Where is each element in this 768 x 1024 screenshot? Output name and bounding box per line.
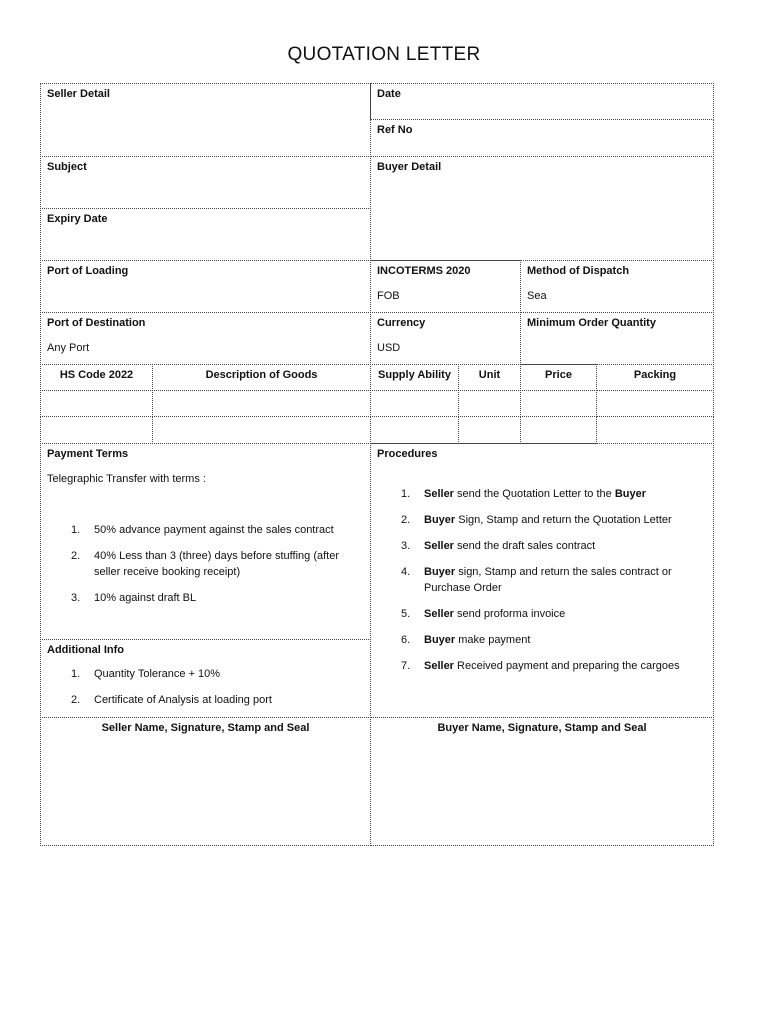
payment-terms-list	[47, 522, 362, 606]
list-item-text: send the draft sales contract	[453, 540, 596, 552]
list-item	[47, 522, 362, 538]
additional-info-cell[interactable]	[40, 639, 371, 718]
goods-header-description	[152, 364, 371, 391]
seller-detail-label: Seller Detail	[47, 88, 110, 100]
subject-cell[interactable]	[40, 156, 371, 209]
list-item-actor: Buyer	[424, 514, 456, 526]
list-item	[47, 666, 362, 682]
goods-row-2-unit[interactable]	[458, 416, 521, 444]
procedures-label: Procedures	[377, 448, 438, 460]
additional-info-label: Additional Info	[47, 644, 124, 656]
packing-header: Packing	[633, 369, 677, 381]
currency-value: USD	[377, 342, 401, 354]
list-item-actor: Seller	[424, 540, 454, 552]
list-item-text: send the Quotation Letter to the	[453, 488, 615, 500]
list-item-number: 1.	[401, 488, 411, 500]
goods-row-2-packing[interactable]	[596, 416, 714, 444]
goods-row-2-description[interactable]	[152, 416, 371, 444]
method-of-dispatch-cell[interactable]	[520, 260, 714, 313]
port-of-destination-cell[interactable]	[40, 312, 371, 365]
list-item-text: Quantity Tolerance + 10%	[94, 668, 221, 680]
list-item-text: sign, Stamp and return the sales contract or Purchase Order	[424, 566, 672, 594]
unit-header: Unit	[478, 369, 501, 381]
description-header: Description of Goods	[205, 369, 318, 381]
goods-header-packing	[596, 364, 714, 391]
port-of-loading-cell[interactable]	[40, 260, 371, 313]
list-item-text: make payment	[455, 634, 531, 646]
goods-row-1-unit[interactable]	[458, 390, 521, 417]
goods-row-1-price[interactable]	[520, 390, 597, 417]
list-item-text: Certificate of Analysis at loading port	[94, 694, 272, 706]
supply-ability-header: Supply Ability	[378, 369, 451, 381]
payment-terms-intro: Telegraphic Transfer with terms :	[47, 473, 206, 485]
list-item-actor: Buyer	[614, 488, 646, 500]
list-item-text: Sign, Stamp and return the Quotation Letter	[455, 514, 672, 526]
list-item-number: 4.	[401, 566, 411, 578]
port-of-destination-label: Port of Destination	[47, 317, 146, 329]
procedures-list	[377, 486, 705, 674]
goods-row-2-hs-code[interactable]	[40, 416, 153, 444]
date-label: Date	[377, 88, 401, 100]
list-item-number: 2.	[401, 514, 411, 526]
list-item	[47, 590, 362, 606]
list-item-actor: Seller	[424, 660, 454, 672]
currency-cell[interactable]	[370, 312, 521, 365]
list-item	[47, 692, 362, 708]
seller-detail-cell[interactable]	[40, 83, 371, 157]
list-item	[47, 548, 362, 580]
list-item-text: 50% advance payment against the sales contract	[94, 524, 334, 536]
hs-code-header: HS Code 2022	[59, 369, 134, 381]
buyer-detail-label: Buyer Detail	[377, 161, 442, 173]
list-item-text: send proforma invoice	[453, 608, 566, 620]
buyer-detail-cell[interactable]	[370, 156, 714, 261]
list-item	[377, 658, 705, 674]
list-item-number: 2.	[71, 550, 81, 562]
list-item-number: 5.	[401, 608, 411, 620]
procedures-cell[interactable]	[370, 443, 714, 718]
payment-terms-cell[interactable]	[40, 443, 371, 640]
port-of-destination-value: Any Port	[47, 342, 90, 354]
list-item-number: 3.	[71, 592, 81, 604]
goods-header-hs-code	[40, 364, 153, 391]
goods-header-supply-ability	[370, 364, 459, 391]
ref-no-label: Ref No	[377, 124, 413, 136]
list-item	[377, 632, 705, 648]
list-item	[377, 606, 705, 622]
goods-header-unit	[458, 364, 521, 391]
subject-label: Subject	[47, 161, 87, 173]
list-item-number: 1.	[71, 524, 81, 536]
incoterms-label: INCOTERMS 2020	[377, 265, 471, 277]
goods-row-2-supply-ability[interactable]	[370, 416, 459, 444]
payment-terms-label: Payment Terms	[47, 448, 129, 460]
list-item-number: 6.	[401, 634, 411, 646]
additional-info-list	[47, 666, 362, 708]
list-item-number: 3.	[401, 540, 411, 552]
goods-row-1-supply-ability[interactable]	[370, 390, 459, 417]
list-item-actor: Seller	[424, 608, 454, 620]
incoterms-value: FOB	[377, 290, 400, 302]
expiry-date-label: Expiry Date	[47, 213, 108, 225]
currency-label: Currency	[377, 317, 426, 329]
goods-row-1-description[interactable]	[152, 390, 371, 417]
incoterms-cell[interactable]	[370, 260, 521, 313]
list-item-actor: Buyer	[424, 566, 456, 578]
document-title: QUOTATION LETTER	[287, 44, 481, 65]
goods-row-1-packing[interactable]	[596, 390, 714, 417]
port-of-loading-label: Port of Loading	[47, 265, 129, 277]
list-item-number: 7.	[401, 660, 411, 672]
price-header: Price	[545, 369, 572, 381]
list-item	[377, 512, 705, 528]
list-item	[377, 538, 705, 554]
buyer-signature-label: Buyer Name, Signature, Stamp and Seal	[437, 722, 647, 734]
buyer-signature-cell[interactable]	[370, 717, 714, 846]
list-item-number: 1.	[71, 668, 81, 680]
list-item	[377, 564, 705, 596]
list-item-actor: Seller	[424, 488, 454, 500]
list-item-text: 10% against draft BL	[94, 592, 197, 604]
list-item-text: Received payment and preparing the cargoes	[453, 660, 680, 672]
method-of-dispatch-label: Method of Dispatch	[527, 265, 630, 277]
list-item-number: 2.	[71, 694, 81, 706]
goods-header-price	[520, 364, 597, 391]
date-cell[interactable]	[370, 83, 714, 120]
quotation-form	[40, 83, 714, 846]
seller-signature-label: Seller Name, Signature, Stamp and Seal	[101, 722, 310, 734]
ref-no-cell[interactable]	[370, 119, 714, 157]
method-of-dispatch-value: Sea	[527, 290, 547, 302]
seller-signature-cell[interactable]	[40, 717, 371, 846]
minimum-order-quantity-label: Minimum Order Quantity	[527, 317, 656, 329]
goods-row-2-price[interactable]	[520, 416, 597, 444]
list-item-actor: Buyer	[424, 634, 456, 646]
list-item	[377, 486, 705, 502]
expiry-date-cell[interactable]	[40, 208, 371, 261]
list-item-text: 40% Less than 3 (three) days before stuffing (after seller receive booking receipt)	[94, 550, 339, 578]
goods-row-1-hs-code[interactable]	[40, 390, 153, 417]
minimum-order-quantity-cell[interactable]	[520, 312, 714, 365]
